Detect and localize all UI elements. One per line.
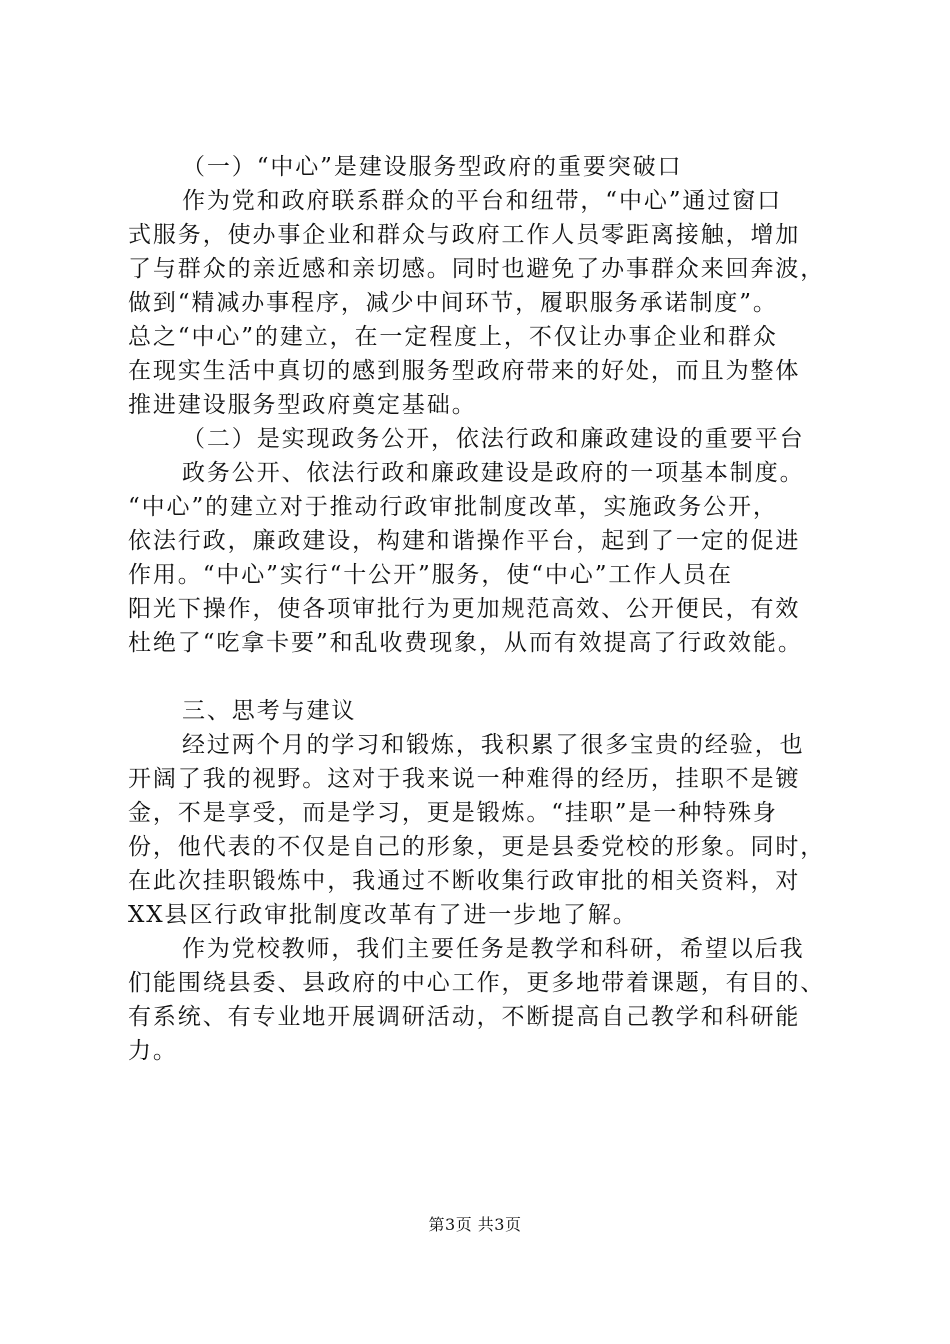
text-line: “中心”的建立对于推动行政审批制度改革，实施政务公开， <box>128 494 778 520</box>
text-line: （二）是实现政务公开，依法行政和廉政建设的重要平台 <box>182 426 805 452</box>
text-line: 有系统、有专业地开展调研活动，不断提高自己教学和科研能 <box>128 1004 801 1030</box>
page-footer: 第3页 共3页 <box>428 1215 522 1234</box>
text-line: 了与群众的亲近感和亲切感。同时也避免了办事群众来回奔波， <box>128 256 826 282</box>
text-line: 做到“精减办事程序，减少中间环节，履职服务承诺制度”。 <box>128 290 778 316</box>
text-line: 作为党和政府联系群众的平台和纽带，“中心”通过窗口 <box>182 188 783 214</box>
text-line: 依法行政，廉政建设，构建和谐操作平台，起到了一定的促进 <box>128 528 801 554</box>
text-line: 政务公开、依法行政和廉政建设是政府的一项基本制度。 <box>182 460 805 486</box>
text-line: 作为党校教师，我们主要任务是教学和科研，希望以后我 <box>182 936 805 962</box>
text-line: 份，他代表的不仅是自己的形象，更是县委党校的形象。同时， <box>128 834 826 860</box>
text-line: 开阔了我的视野。这对于我来说一种难得的经历，挂职不是镀 <box>128 766 801 792</box>
text-line: 式服务，使办事企业和群众与政府工作人员零距离接触，增加 <box>128 222 801 248</box>
text-line: 作用。“中心”实行“十公开”服务，使“中心”工作人员在 <box>128 562 733 588</box>
text-line: （一）“中心”是建设服务型政府的重要突破口 <box>182 154 683 180</box>
text-line: 三、思考与建议 <box>182 698 357 724</box>
text-line: 们能围绕县委、县政府的中心工作，更多地带着课题，有目的、 <box>128 970 826 996</box>
paragraph-gap <box>128 660 848 694</box>
text-line: 推进建设服务型政府奠定基础。 <box>128 392 477 418</box>
text-line: 在现实生活中真切的感到服务型政府带来的好处，而且为整体 <box>128 358 801 384</box>
text-line: 阳光下操作，使各项审批行为更加规范高效、公开便民，有效 <box>128 596 801 622</box>
text-line: 在此次挂职锻炼中，我通过不断收集行政审批的相关资料，对 <box>128 868 801 894</box>
text-line: 总之“中心”的建立，在一定程度上，不仅让办事企业和群众 <box>128 324 778 350</box>
text-line: XX县区行政审批制度改革有了进一步地了解。 <box>128 902 638 928</box>
document-body <box>128 150 848 1068</box>
text-line: 杜绝了“吃拿卡要”和乱收费现象，从而有效提高了行政效能。 <box>128 630 803 656</box>
text-line: 金，不是享受，而是学习，更是锻炼。“挂职”是一种特殊身 <box>128 800 778 826</box>
text-line: 力。 <box>128 1038 178 1064</box>
text-line: 经过两个月的学习和锻炼，我积累了很多宝贵的经验，也 <box>182 732 805 758</box>
